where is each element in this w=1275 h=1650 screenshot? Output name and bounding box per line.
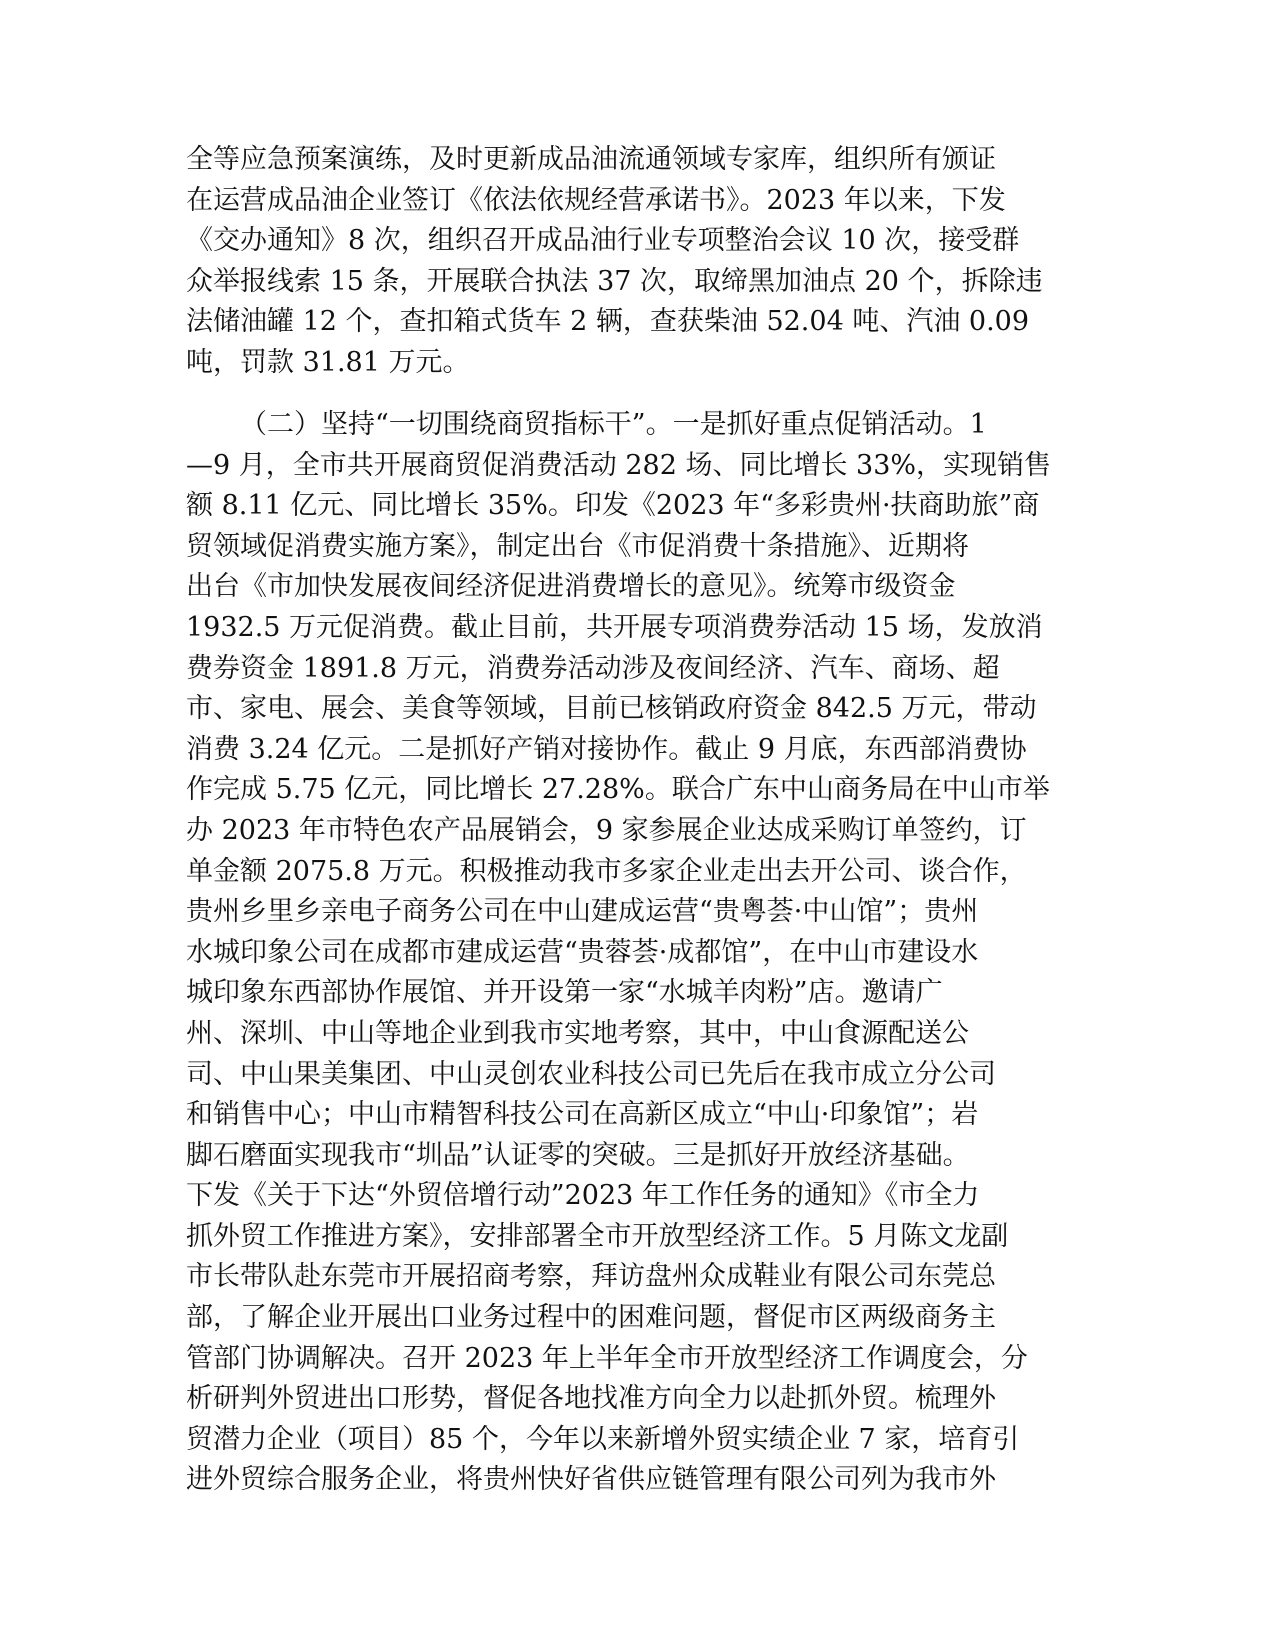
paragraph-line: 众举报线索 15 条，开展联合执法 37 次，取缔黑加油点 20 个，拆除违 (186, 265, 1043, 297)
paragraph-line: 贵州乡里乡亲电子商务公司在中山建成运营“贵粤荟·中山馆”；贵州 (186, 896, 979, 928)
paragraph-line: 《交办通知》8 次，组织召开成品油行业专项整治会议 10 次，接受群 (186, 225, 1020, 257)
paragraph-line: 管部门协调解决。召开 2023 年上半年全市开放型经济工作调度会，分 (186, 1342, 1028, 1374)
paragraph-line: （二）坚持“一切围绕商贸指标干”。一是抓好重点促销活动。1 (240, 409, 987, 440)
paragraph-line: 办 2023 年市特色农产品展销会，9 家参展企业达成采购订单签约，订 (186, 814, 1027, 846)
paragraph-line: 析研判外贸进出口形势，督促各地找准方向全力以赴抓外贸。梳理外 (186, 1383, 996, 1415)
paragraph-line: 额 8.11 亿元、同比增长 35%。印发《2023 年“多彩贵州·扶商助旅”商 (186, 490, 1040, 522)
paragraph-line: 贸领域促消费实施方案》，制定出台《市促消费十条措施》、近期将 (186, 530, 969, 562)
paragraph-line: 部，了解企业开展出口业务过程中的困难问题，督促市区两级商务主 (186, 1302, 996, 1334)
paragraph-line: 水城印象公司在成都市建成运营“贵蓉荟·成都馆”，在中山市建设水 (186, 936, 979, 968)
paragraph-line: 吨，罚款 31.81 万元。 (186, 346, 470, 378)
paragraph-line: 费券资金 1891.8 万元，消费券活动涉及夜间经济、汽车、商场、超 (186, 652, 1000, 684)
paragraph-line: 消费 3.24 亿元。二是抓好产销对接协作。截止 9 月底，东西部消费协 (186, 733, 1027, 765)
paragraph-line: —9 月，全市共开展商贸促消费活动 282 场、同比增长 33%，实现销售 (186, 449, 1052, 481)
paragraph-line: 贸潜力企业（项目）85 个，今年以来新增外贸实绩企业 7 家，培育引 (186, 1423, 1020, 1455)
paragraph-line: 作完成 5.75 亿元，同比增长 27.28%。联合广东中山商务局在中山市举 (186, 774, 1050, 806)
paragraph-line: 和销售中心；中山市精智科技公司在高新区成立“中山·印象馆”；岩 (186, 1099, 979, 1131)
paragraph-line: 出台《市加快发展夜间经济促进消费增长的意见》。统筹市级资金 (186, 571, 956, 603)
paragraph-line: 市、家电、展会、美食等领域，目前已核销政府资金 842.5 万元，带动 (186, 693, 1037, 725)
paragraph-line: 单金额 2075.8 万元。积极推动我市多家企业走出去开公司、谈合作， (186, 855, 1027, 887)
paragraph-line: 司、中山果美集团、中山灵创农业科技公司已先后在我市成立分公司 (186, 1058, 996, 1090)
paragraph-line: 下发《关于下达“外贸倍增行动”2023 年工作任务的通知》《市全力 (186, 1180, 980, 1212)
paragraph-line: 城印象东西部协作展馆、并开设第一家“水城羊肉粉”店。邀请广 (186, 977, 943, 1009)
paragraph-line: 1932.5 万元促消费。截止目前，共开展专项消费券活动 15 场，发放消 (186, 611, 1043, 643)
paragraph-line: 在运营成品油企业签订《依法依规经营承诺书》。2023 年以来，下发 (186, 184, 1006, 216)
paragraph-line: 抓外贸工作推进方案》，安排部署全市开放型经济工作。5 月陈文龙副 (186, 1220, 1009, 1252)
paragraph-line: 全等应急预案演练，及时更新成品油流通领域专家库，组织所有颁证 (186, 144, 996, 175)
paragraph-line: 脚石磨面实现我市“圳品”认证零的突破。三是抓好开放经济基础。 (186, 1139, 970, 1171)
paragraph-line: 州、深圳、中山等地企业到我市实地考察，其中，中山食源配送公 (186, 1017, 969, 1049)
paragraph-line: 进外贸综合服务企业，将贵州快好省供应链管理有限公司列为我市外 (186, 1464, 996, 1496)
paragraph-1 (186, 140, 1086, 384)
paragraph-2 (186, 405, 1086, 1501)
paragraph-line: 法储油罐 12 个，查扣箱式货车 2 辆，查获柴油 52.04 吨、汽油 0.09 (186, 306, 1030, 338)
paragraph-line: 市长带队赴东莞市开展招商考察，拜访盘州众成鞋业有限公司东莞总 (186, 1261, 996, 1293)
